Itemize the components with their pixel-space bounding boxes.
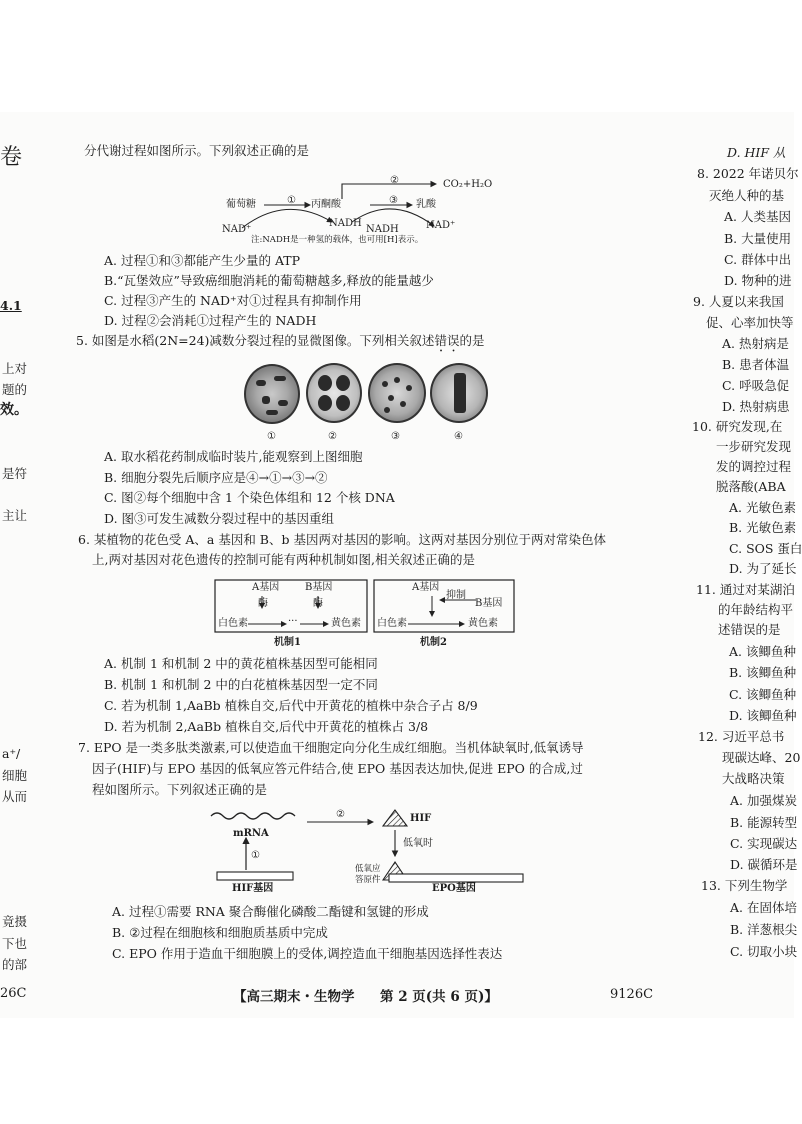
right-edge-line: A. 人类基因	[724, 209, 791, 224]
footer-page-number: 第 2 页(共 6 页)】	[380, 989, 498, 1005]
right-edge-line: B. 大量使用	[724, 231, 792, 246]
left-edge-text: 下也	[2, 936, 28, 951]
mech2-yellow-pigment: 黄色素	[468, 618, 498, 629]
mech1-enzyme1: 酶	[258, 598, 268, 609]
q5-option-d: D. 图③可发生减数分裂过程中的基因重组	[104, 511, 335, 526]
lactate-label: 乳酸	[416, 199, 436, 210]
q4-option-c: C. 过程③产生的 NAD⁺对①过程具有抑制作用	[104, 293, 362, 308]
right-edge-line: 10. 研究发现,在	[692, 419, 783, 434]
left-edge-text: 上对	[2, 361, 28, 376]
right-edge-line: A. 该鲫鱼种	[729, 644, 796, 659]
right-edge-line: D. 热射病患	[722, 399, 790, 414]
mech1-gene-b: B基因	[305, 582, 333, 593]
right-edge-line: D. 物种的进	[724, 273, 792, 288]
right-edge-line: 脱落酸(ABA	[716, 479, 786, 494]
nadh-right-label: NADH	[366, 224, 399, 235]
right-edge-line: 8. 2022 年诺贝尔	[697, 166, 799, 181]
mech1-enzyme2: 酶	[313, 598, 323, 609]
right-edge-line: B. 洋葱根尖	[730, 922, 798, 937]
right-edge-line: 现碳达峰、20	[722, 750, 801, 765]
cell-label-4: ④	[454, 431, 463, 442]
q4-diagram-note: 注:NADH是一种氢的载体，也可用[H]表示。	[251, 235, 424, 245]
right-edge-line: C. 群体中出	[724, 252, 792, 267]
right-edge-line: 发的调控过程	[716, 459, 792, 474]
mech2-gene-a: A基因	[412, 582, 440, 593]
q6-option-d: D. 若为机制 2,AaBb 植株自交,后代中开黄花的植株占 3/8	[104, 719, 429, 734]
right-edge-line: 灭绝人种的基	[709, 188, 785, 203]
q7-option-b: B. ②过程在细胞核和细胞质基质中完成	[112, 925, 328, 940]
right-edge-line: 11. 通过对某湖泊	[696, 582, 795, 597]
left-edge-text: a⁺/	[2, 746, 21, 761]
q5-option-c: C. 图②每个细胞中含 1 个染色体组和 12 个核 DNA	[104, 490, 395, 505]
step1-label: ①	[287, 195, 296, 206]
mech2-inhibit: 抑制	[446, 590, 466, 601]
mrna-label: mRNA	[233, 828, 269, 839]
right-edge-line: D. 该鲫鱼种	[729, 708, 797, 723]
mech2-white-pigment: 白色素	[377, 618, 407, 629]
mech1-dots: ···	[288, 616, 298, 627]
right-edge-line: C. 切取小块	[730, 944, 798, 959]
right-edge-line: 13. 下列生物学	[701, 878, 788, 893]
left-edge-text: 细胞	[2, 768, 28, 783]
right-edge-line: 大战略决策	[722, 771, 785, 786]
left-edge-text: 的部	[2, 957, 28, 972]
right-edge-line: 12. 习近平总书	[698, 729, 785, 744]
right-edge-line: C. 实现碳达	[730, 836, 798, 851]
q4-stem: 分代谢过程如图所示。下列叙述正确的是	[84, 143, 310, 158]
q5-stem-post: 的是	[459, 333, 485, 348]
q7-step1-label: ①	[251, 850, 260, 861]
q6-option-b: B. 机制 1 和机制 2 中的白花植株基因型一定不同	[104, 677, 378, 692]
q5-option-a: A. 取水稻花药制成临时装片,能观察到上图细胞	[104, 449, 363, 464]
right-edge-line: 促、心率加快等	[706, 315, 794, 330]
right-edge-line: C. SOS 蛋白	[729, 541, 802, 556]
response-element-label: 低氧应 答原件	[355, 864, 381, 885]
hif-protein-label: HIF	[410, 813, 432, 824]
right-edge-line: B. 光敏色素	[729, 520, 797, 535]
pyruvate-label: 丙酮酸	[311, 199, 341, 210]
left-edge-text: 4.1	[0, 298, 22, 313]
q7-option-c: C. EPO 作用于造血干细胞膜上的受体,调控造血干细胞基因选择性表达	[112, 946, 503, 961]
left-edge-text: 效。	[0, 402, 28, 418]
cell-label-1: ①	[267, 431, 276, 442]
right-edge-line: 9. 人夏以来我国	[693, 294, 784, 309]
right-edge-line: A. 光敏色素	[729, 500, 796, 515]
q5-stem-emphasis: 错误	[434, 333, 460, 348]
q7-stem-line1: 7. EPO 是一类多肽类激素,可以使造血干细胞定向分化生成红细胞。当机体缺氧时,低氧诱导	[78, 740, 584, 755]
bottom-margin	[0, 1018, 794, 1124]
right-edge-line: A. 热射病是	[722, 336, 789, 351]
q7-stem-line3: 程如图所示。下列叙述正确的是	[92, 782, 268, 797]
q4-option-d: D. 过程②会消耗①过程产生的 NADH	[104, 313, 317, 328]
co2-h2o-label: CO₂+H₂O	[443, 179, 493, 190]
cell-label-2: ②	[328, 431, 337, 442]
nad-right-label: NAD⁺	[426, 220, 456, 231]
mech1-white-pigment: 白色素	[218, 618, 248, 629]
q6-option-c: C. 若为机制 1,AaBb 植株自交,后代中开黄花的植株中杂合子占 8/9	[104, 698, 478, 713]
cell-label-3: ③	[391, 431, 400, 442]
q4-option-b: B.“瓦堡效应”导致癌细胞消耗的葡萄糖越多,释放的能量越少	[104, 273, 434, 288]
hypoxia-label: 低氧时	[403, 838, 433, 849]
right-edge-line: D. HIF 从	[727, 145, 786, 160]
step2-label: ②	[390, 175, 399, 186]
q6-stem-line1: 6. 某植物的花色受 A、a 基因和 B、b 基因两对基因的影响。这两对基因分别位于两对常染色体	[78, 532, 606, 547]
q7-stem-line2: 因子(HIF)与 EPO 基因的低氧应答元件结合,使 EPO 基因表达加快,促进 EPO 的合成,过	[92, 761, 583, 776]
cell-image-2	[306, 363, 362, 423]
cell-image-1	[244, 364, 300, 424]
epo-gene-label: EPO基因	[432, 883, 476, 894]
right-edge-line: B. 能源转型	[730, 815, 798, 830]
nad-left-label: NAD⁺	[222, 224, 252, 235]
q5-stem	[76, 333, 484, 355]
q7-step2-label: ②	[336, 809, 345, 820]
q4-option-a: A. 过程①和③都能产生少量的 ATP	[104, 253, 301, 268]
right-edge-line: A. 加强煤炭	[730, 793, 797, 808]
right-edge-line: 的年龄结构平	[718, 602, 794, 617]
left-edge-text: 主让	[2, 508, 28, 523]
q6-option-a: A. 机制 1 和机制 2 中的黄花植株基因型可能相同	[104, 656, 378, 671]
left-edge-text: 题的	[2, 382, 28, 397]
left-edge-text: 竟摄	[2, 914, 28, 929]
left-edge-code: 26C	[0, 986, 27, 1001]
left-edge-text: 卷	[0, 145, 23, 170]
right-edge-line: B. 该鲫鱼种	[729, 665, 797, 680]
left-edge-text: 是符	[2, 466, 28, 481]
right-edge-line: B. 患者体温	[722, 357, 790, 372]
top-margin	[0, 0, 794, 112]
nadh-mid-label: NADH	[329, 218, 362, 229]
q7-option-a: A. 过程①需要 RNA 聚合酶催化磷酸二酯键和氢键的形成	[112, 904, 429, 919]
footer-title: 【高三期末・生物学	[233, 989, 355, 1005]
mech1-label: 机制1	[274, 637, 301, 648]
mech1-gene-a: A基因	[252, 582, 280, 593]
right-edge-line: D. 为了延长	[729, 561, 797, 576]
cell-image-3	[368, 363, 426, 423]
right-edge-line: C. 呼吸急促	[722, 378, 790, 393]
step3-label: ③	[389, 195, 398, 206]
glucose-label: 葡萄糖	[226, 199, 256, 210]
q5-option-b: B. 细胞分裂先后顺序应是④→①→③→②	[104, 470, 328, 485]
q5-stem-pre: 5. 如图是水稻(2N=24)减数分裂过程的显微图像。下列相关叙述	[76, 333, 435, 348]
mech2-gene-b: B基因	[475, 598, 503, 609]
right-edge-line: 述错误的是	[718, 622, 781, 637]
mech1-yellow-pigment: 黄色素	[331, 618, 361, 629]
hif-gene-label: HIF基因	[232, 883, 274, 894]
right-edge-line: D. 碳循环是	[730, 857, 798, 872]
right-edge-line: C. 该鲫鱼种	[729, 687, 797, 702]
cell-image-4	[430, 363, 488, 423]
left-edge-text: 从而	[2, 789, 28, 804]
q6-stem-line2: 上,两对基因对花色遗传的控制可能有两种机制如图,相关叙述正确的是	[92, 552, 475, 567]
right-edge-line: 一步研究发现	[716, 439, 792, 454]
right-edge-line: A. 在固体培	[730, 900, 797, 915]
footer-code: 9126C	[610, 987, 654, 1002]
mech2-label: 机制2	[420, 637, 447, 648]
